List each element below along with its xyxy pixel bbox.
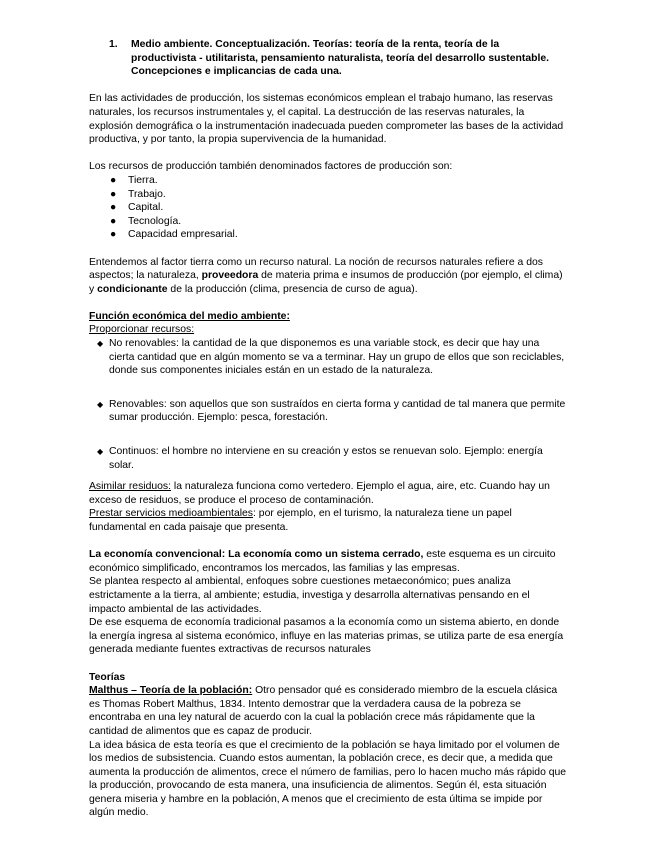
bullet-icon: ● <box>110 202 117 214</box>
assimilate-paragraph: Asimilar residuos: la naturaleza funciona como vertedero. Ejemplo el agua, aire, etc. Cuando hay un exceso de residuos, se produce el proceso de contaminación. <box>89 481 550 506</box>
list-item: ● Trabajo. <box>110 188 166 200</box>
services-paragraph: Prestar servicios medioambientales: por ejemplo, en el turismo, la naturaleza tiene un papel fundamental en cada paisaje que presenta. <box>89 508 512 533</box>
heading-text: Medio ambiente. Conceptualización. Teorías: teoría de la renta, teoría de la productivista - utilitarista, pensamiento naturalista, teoría del desarrollo sustentable. Concepciones e implicancias de cada una. <box>131 39 550 78</box>
list-item: ◆ Continuos: el hombre no interviene en su creación y estos se renuevan solo. Ejemplo: energía solar. <box>97 446 543 471</box>
factors-list <box>89 174 567 242</box>
conventional-paragraph-3: De ese esquema de economía tradicional pasamos a la economía como un sistema abierto, en donde la energía ingresa al sistema económico, influye en las materias primas, se utiliza parte de esa energía generada mediante fuentes extractivas de recursos naturales <box>89 617 564 656</box>
theories-title: Teorías <box>89 671 126 683</box>
bullet-icon: ● <box>110 215 117 227</box>
bullet-icon: ● <box>110 229 117 241</box>
heading-number: 1. <box>109 39 118 50</box>
conventional-paragraph-2: Se plantea respecto al ambiental, enfoques sobre cuestiones metaeconómico; pues analiza estrictamente a la tierra, al ambiente; estudia, investiga y desarrolla alternativas pensando en el impacto ambiental de las actividades. <box>89 576 530 615</box>
list-item: ● Tierra. <box>110 174 158 186</box>
list-item: ◆ No renovables: la cantidad de la que disponemos es una variable stock, es decir que hay una cierta cantidad que en algún momento se va a terminar. Hay un grupo de ellos que son reciclables, donde sus componentes iniciales están en un estado de la naturaleza. <box>97 338 565 377</box>
malthus-paragraph-2: La idea básica de esta teoría es que el crecimiento de la población se haya limitado por el volumen de los medios de subsistencia. Cuando estos aumentan, la población crece, es decir que, a medida que aumenta la producción de alimentos, crece el número de familias, pero lo hacen mucho más rápido que la producción, provocando de esta manera, una insuficiencia de alimentos. Según él, esta situación genera miseria y hambre en la población, A menos que el crecimiento de esta última se impide por algún medio. <box>89 739 567 819</box>
bullet-icon: ● <box>110 188 117 200</box>
malthus-paragraph: Malthus – Teoría de la población: Otro pensador qué es considerado miembro de la escuela clásica es Thomas Robert Malthus, 1834. Intento demostrar que la verdadera causa de la pobreza se encontraba en una ley natural de acuerdo con la cual la población crece más rápidamente que la cantidad de alimentos que es capaz de producir. <box>89 685 558 737</box>
section-heading <box>109 38 567 79</box>
provide-resources-label: Proporcionar recursos: <box>89 324 195 336</box>
list-item: ● Tecnología. <box>110 215 182 227</box>
intro-paragraph: En las actividades de producción, los sistemas económicos emplean el trabajo humano, las reservas naturales, los recursos instrumentales y, el capital. La destrucción de las reservas naturales, la explosión demográfica o la instrumentación inadecuada pueden comprometer las bases de la actividad productiva, y por tanto, la propia supervivencia de la humanidad. <box>89 93 564 146</box>
diamond-bullet-icon: ◆ <box>97 339 104 349</box>
diamond-bullet-icon: ◆ <box>97 447 104 457</box>
factors-intro: Los recursos de producción también denominados factores de producción son: <box>89 161 453 173</box>
list-item: ● Capacidad empresarial. <box>110 229 238 241</box>
document-page <box>89 38 567 820</box>
resources-list <box>89 337 567 472</box>
conventional-paragraph: La economía convencional: La economía como un sistema cerrado, este esquema es un circuito económico simplificado, encontramos los mercados, las familias y las empresas. <box>89 549 556 574</box>
function-title: Función económica del medio ambiente: <box>89 310 290 322</box>
diamond-bullet-icon: ◆ <box>97 399 104 409</box>
list-item: ◆ Renovables: son aquellos que son sustraídos en cierta forma y cantidad de tal manera que permite sumar producción. Ejemplo: pesca, forestación. <box>97 398 566 424</box>
list-item: ● Capital. <box>110 202 164 214</box>
land-paragraph: Entendemos al factor tierra como un recurso natural. La noción de recursos naturales refiere a dos aspectos; la naturaleza, proveedora de materia prima e insumos de producción (por ejemplo, el clima) y condicionante de la producción (clima, presencia de curso de agua). <box>89 256 563 295</box>
bullet-icon: ● <box>110 174 117 186</box>
